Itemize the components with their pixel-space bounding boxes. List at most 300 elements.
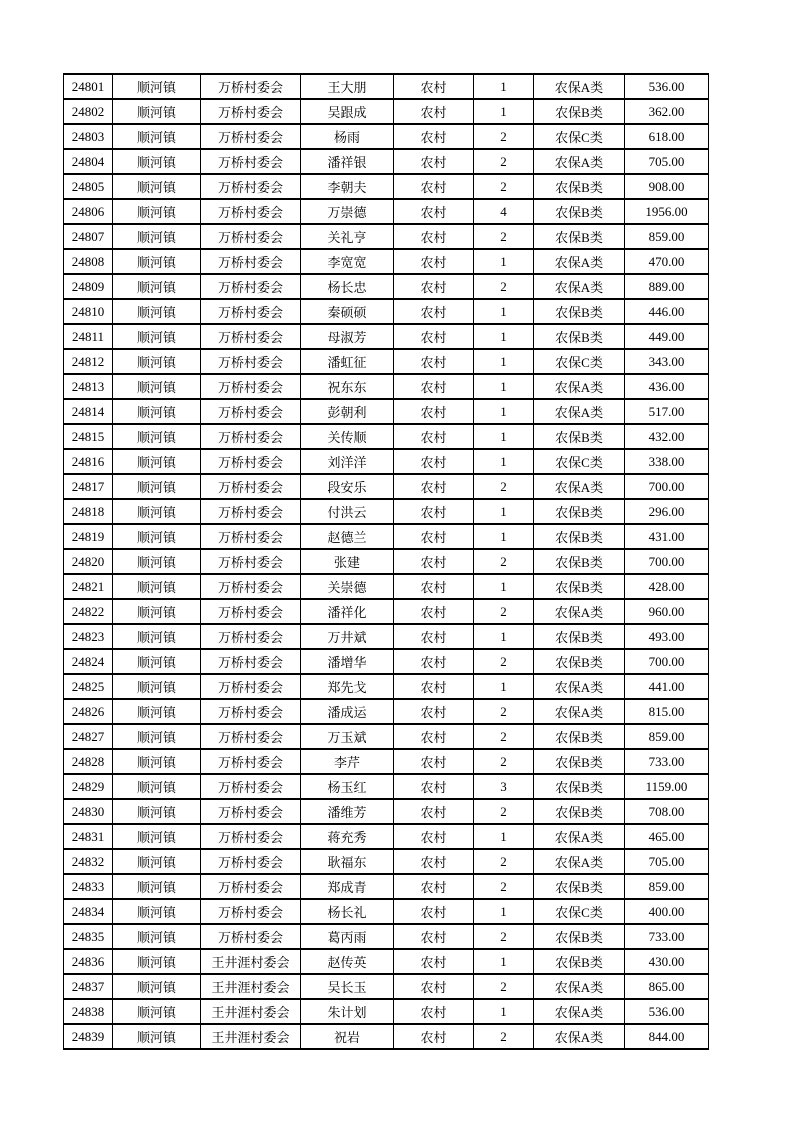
cell-residence-type: 农村: [394, 824, 474, 849]
cell-town: 顺河镇: [113, 699, 201, 724]
cell-person-name: 郑先戈: [301, 674, 394, 699]
cell-amount: 428.00: [625, 574, 709, 599]
cell-village-committee: 万桥村委会: [201, 74, 301, 99]
table-row: [64, 124, 709, 149]
cell-person-count: 2: [474, 849, 534, 874]
cell-town: 顺河镇: [113, 99, 201, 124]
cell-residence-type: 农村: [394, 999, 474, 1024]
table-row: [64, 199, 709, 224]
cell-serial: 24839: [64, 1024, 113, 1049]
cell-person-name: 刘洋洋: [301, 449, 394, 474]
cell-person-name: 李宽宽: [301, 249, 394, 274]
cell-town: 顺河镇: [113, 674, 201, 699]
cell-amount: 432.00: [625, 424, 709, 449]
cell-amount: 859.00: [625, 724, 709, 749]
cell-village-committee: 万桥村委会: [201, 449, 301, 474]
cell-village-committee: 万桥村委会: [201, 649, 301, 674]
cell-residence-type: 农村: [394, 224, 474, 249]
cell-person-count: 2: [474, 1024, 534, 1049]
cell-serial: 24834: [64, 899, 113, 924]
cell-village-committee: 万桥村委会: [201, 149, 301, 174]
cell-amount: 436.00: [625, 374, 709, 399]
table-row: [64, 799, 709, 824]
cell-insurance-category: 农保A类: [534, 249, 625, 274]
cell-town: 顺河镇: [113, 649, 201, 674]
cell-person-count: 2: [474, 224, 534, 249]
cell-residence-type: 农村: [394, 149, 474, 174]
cell-serial: 24813: [64, 374, 113, 399]
table-row: [64, 74, 709, 99]
cell-serial: 24824: [64, 649, 113, 674]
cell-town: 顺河镇: [113, 849, 201, 874]
cell-amount: 446.00: [625, 299, 709, 324]
cell-town: 顺河镇: [113, 549, 201, 574]
cell-serial: 24811: [64, 324, 113, 349]
cell-amount: 859.00: [625, 224, 709, 249]
cell-amount: 844.00: [625, 1024, 709, 1049]
cell-person-count: 2: [474, 149, 534, 174]
cell-insurance-category: 农保B类: [534, 924, 625, 949]
cell-village-committee: 万桥村委会: [201, 724, 301, 749]
table-row: [64, 974, 709, 999]
table-row: [64, 624, 709, 649]
cell-village-committee: 万桥村委会: [201, 624, 301, 649]
cell-town: 顺河镇: [113, 899, 201, 924]
cell-person-name: 杨玉红: [301, 774, 394, 799]
cell-town: 顺河镇: [113, 174, 201, 199]
cell-residence-type: 农村: [394, 924, 474, 949]
cell-village-committee: 万桥村委会: [201, 549, 301, 574]
cell-amount: 705.00: [625, 149, 709, 174]
cell-insurance-category: 农保A类: [534, 699, 625, 724]
cell-person-count: 1: [474, 824, 534, 849]
cell-residence-type: 农村: [394, 699, 474, 724]
cell-person-count: 1: [474, 949, 534, 974]
cell-town: 顺河镇: [113, 574, 201, 599]
table-row: [64, 749, 709, 774]
cell-person-count: 1: [474, 299, 534, 324]
cell-serial: 24821: [64, 574, 113, 599]
cell-person-name: 张建: [301, 549, 394, 574]
cell-person-count: 2: [474, 649, 534, 674]
cell-person-name: 李芹: [301, 749, 394, 774]
cell-serial: 24814: [64, 399, 113, 424]
cell-person-count: 1: [474, 499, 534, 524]
cell-person-name: 段安乐: [301, 474, 394, 499]
cell-person-name: 万崇德: [301, 199, 394, 224]
cell-residence-type: 农村: [394, 974, 474, 999]
cell-person-name: 吴跟成: [301, 99, 394, 124]
cell-town: 顺河镇: [113, 824, 201, 849]
cell-person-count: 4: [474, 199, 534, 224]
cell-person-name: 母淑芳: [301, 324, 394, 349]
cell-serial: 24833: [64, 874, 113, 899]
cell-amount: 449.00: [625, 324, 709, 349]
cell-person-name: 关礼亨: [301, 224, 394, 249]
cell-amount: 708.00: [625, 799, 709, 824]
cell-residence-type: 农村: [394, 199, 474, 224]
cell-amount: 296.00: [625, 499, 709, 524]
table-row: [64, 949, 709, 974]
cell-serial: 24828: [64, 749, 113, 774]
cell-village-committee: 万桥村委会: [201, 374, 301, 399]
cell-person-name: 潘祥银: [301, 149, 394, 174]
cell-residence-type: 农村: [394, 99, 474, 124]
cell-person-name: 杨雨: [301, 124, 394, 149]
cell-person-name: 耿福东: [301, 849, 394, 874]
cell-amount: 536.00: [625, 74, 709, 99]
cell-person-count: 3: [474, 774, 534, 799]
cell-person-name: 蒋充秀: [301, 824, 394, 849]
cell-town: 顺河镇: [113, 949, 201, 974]
cell-serial: 24825: [64, 674, 113, 699]
cell-town: 顺河镇: [113, 924, 201, 949]
table-row: [64, 599, 709, 624]
cell-person-count: 1: [474, 349, 534, 374]
cell-village-committee: 万桥村委会: [201, 474, 301, 499]
cell-person-count: 2: [474, 924, 534, 949]
table-row: [64, 474, 709, 499]
table-row: [64, 724, 709, 749]
cell-residence-type: 农村: [394, 174, 474, 199]
cell-person-name: 关崇德: [301, 574, 394, 599]
table-row: [64, 574, 709, 599]
cell-amount: 960.00: [625, 599, 709, 624]
cell-insurance-category: 农保B类: [534, 624, 625, 649]
cell-town: 顺河镇: [113, 149, 201, 174]
cell-person-name: 秦硕硕: [301, 299, 394, 324]
cell-village-committee: 万桥村委会: [201, 924, 301, 949]
cell-person-count: 2: [474, 124, 534, 149]
cell-insurance-category: 农保C类: [534, 449, 625, 474]
cell-person-count: 1: [474, 999, 534, 1024]
cell-insurance-category: 农保B类: [534, 199, 625, 224]
cell-town: 顺河镇: [113, 774, 201, 799]
cell-insurance-category: 农保A类: [534, 374, 625, 399]
cell-person-name: 潘增华: [301, 649, 394, 674]
cell-serial: 24812: [64, 349, 113, 374]
cell-person-count: 1: [474, 399, 534, 424]
cell-insurance-category: 农保B类: [534, 574, 625, 599]
cell-residence-type: 农村: [394, 299, 474, 324]
cell-residence-type: 农村: [394, 399, 474, 424]
table-row: [64, 274, 709, 299]
cell-amount: 362.00: [625, 99, 709, 124]
cell-person-name: 朱计划: [301, 999, 394, 1024]
cell-amount: 733.00: [625, 749, 709, 774]
cell-person-name: 祝东东: [301, 374, 394, 399]
cell-insurance-category: 农保A类: [534, 674, 625, 699]
cell-amount: 470.00: [625, 249, 709, 274]
cell-residence-type: 农村: [394, 749, 474, 774]
table-row: [64, 399, 709, 424]
cell-serial: 24827: [64, 724, 113, 749]
cell-serial: 24837: [64, 974, 113, 999]
cell-town: 顺河镇: [113, 324, 201, 349]
cell-person-name: 杨长礼: [301, 899, 394, 924]
cell-village-committee: 万桥村委会: [201, 274, 301, 299]
cell-person-name: 赵传英: [301, 949, 394, 974]
cell-person-count: 1: [474, 449, 534, 474]
cell-insurance-category: 农保B类: [534, 799, 625, 824]
table-row: [64, 824, 709, 849]
cell-person-name: 潘祥化: [301, 599, 394, 624]
cell-person-name: 潘成运: [301, 699, 394, 724]
cell-insurance-category: 农保B类: [534, 874, 625, 899]
cell-serial: 24810: [64, 299, 113, 324]
cell-village-committee: 万桥村委会: [201, 699, 301, 724]
cell-person-name: 杨长忠: [301, 274, 394, 299]
cell-person-count: 1: [474, 74, 534, 99]
cell-insurance-category: 农保A类: [534, 149, 625, 174]
cell-serial: 24836: [64, 949, 113, 974]
cell-village-committee: 万桥村委会: [201, 824, 301, 849]
cell-amount: 1956.00: [625, 199, 709, 224]
cell-serial: 24819: [64, 524, 113, 549]
table-row: [64, 649, 709, 674]
cell-serial: 24829: [64, 774, 113, 799]
cell-insurance-category: 农保B类: [534, 324, 625, 349]
cell-town: 顺河镇: [113, 299, 201, 324]
cell-town: 顺河镇: [113, 374, 201, 399]
cell-village-committee: 万桥村委会: [201, 499, 301, 524]
cell-insurance-category: 农保A类: [534, 274, 625, 299]
cell-person-name: 祝岩: [301, 1024, 394, 1049]
cell-serial: 24826: [64, 699, 113, 724]
cell-residence-type: 农村: [394, 474, 474, 499]
cell-insurance-category: 农保A类: [534, 1024, 625, 1049]
cell-village-committee: 万桥村委会: [201, 424, 301, 449]
table-row: [64, 924, 709, 949]
cell-town: 顺河镇: [113, 499, 201, 524]
cell-insurance-category: 农保B类: [534, 549, 625, 574]
cell-amount: 1159.00: [625, 774, 709, 799]
table-row: [64, 499, 709, 524]
cell-residence-type: 农村: [394, 524, 474, 549]
cell-town: 顺河镇: [113, 249, 201, 274]
cell-person-count: 2: [474, 174, 534, 199]
cell-amount: 536.00: [625, 999, 709, 1024]
cell-serial: 24803: [64, 124, 113, 149]
cell-village-committee: 万桥村委会: [201, 874, 301, 899]
cell-residence-type: 农村: [394, 124, 474, 149]
table-row: [64, 849, 709, 874]
cell-residence-type: 农村: [394, 574, 474, 599]
table-row: [64, 999, 709, 1024]
table-row: [64, 99, 709, 124]
cell-village-committee: 万桥村委会: [201, 399, 301, 424]
cell-amount: 400.00: [625, 899, 709, 924]
cell-person-count: 2: [474, 724, 534, 749]
cell-town: 顺河镇: [113, 349, 201, 374]
cell-serial: 24801: [64, 74, 113, 99]
cell-town: 顺河镇: [113, 599, 201, 624]
cell-town: 顺河镇: [113, 749, 201, 774]
cell-residence-type: 农村: [394, 599, 474, 624]
cell-residence-type: 农村: [394, 624, 474, 649]
table-row: [64, 299, 709, 324]
cell-town: 顺河镇: [113, 274, 201, 299]
cell-amount: 343.00: [625, 349, 709, 374]
cell-residence-type: 农村: [394, 249, 474, 274]
cell-town: 顺河镇: [113, 724, 201, 749]
cell-village-committee: 万桥村委会: [201, 674, 301, 699]
cell-person-name: 付洪云: [301, 499, 394, 524]
cell-person-name: 潘虹征: [301, 349, 394, 374]
cell-insurance-category: 农保A类: [534, 849, 625, 874]
cell-insurance-category: 农保A类: [534, 74, 625, 99]
cell-amount: 700.00: [625, 549, 709, 574]
cell-amount: 517.00: [625, 399, 709, 424]
cell-residence-type: 农村: [394, 724, 474, 749]
cell-serial: 24831: [64, 824, 113, 849]
cell-village-committee: 万桥村委会: [201, 524, 301, 549]
cell-town: 顺河镇: [113, 224, 201, 249]
cell-residence-type: 农村: [394, 274, 474, 299]
cell-serial: 24835: [64, 924, 113, 949]
cell-insurance-category: 农保B类: [534, 524, 625, 549]
cell-village-committee: 万桥村委会: [201, 799, 301, 824]
table-row: [64, 324, 709, 349]
cell-residence-type: 农村: [394, 324, 474, 349]
cell-person-count: 2: [474, 974, 534, 999]
cell-insurance-category: 农保A类: [534, 824, 625, 849]
cell-village-committee: 万桥村委会: [201, 99, 301, 124]
cell-village-committee: 万桥村委会: [201, 749, 301, 774]
table-body: [64, 74, 709, 1049]
cell-insurance-category: 农保B类: [534, 499, 625, 524]
table-row: [64, 699, 709, 724]
cell-person-name: 王大朋: [301, 74, 394, 99]
cell-village-committee: 万桥村委会: [201, 199, 301, 224]
cell-insurance-category: 农保B类: [534, 99, 625, 124]
cell-insurance-category: 农保B类: [534, 724, 625, 749]
cell-village-committee: 万桥村委会: [201, 899, 301, 924]
cell-amount: 338.00: [625, 449, 709, 474]
table-row: [64, 899, 709, 924]
cell-amount: 865.00: [625, 974, 709, 999]
table-row: [64, 774, 709, 799]
table-row: [64, 524, 709, 549]
cell-serial: 24802: [64, 99, 113, 124]
cell-residence-type: 农村: [394, 549, 474, 574]
cell-insurance-category: 农保B类: [534, 174, 625, 199]
cell-village-committee: 万桥村委会: [201, 599, 301, 624]
cell-person-count: 1: [474, 99, 534, 124]
cell-residence-type: 农村: [394, 1024, 474, 1049]
cell-person-count: 1: [474, 899, 534, 924]
cell-insurance-category: 农保B类: [534, 424, 625, 449]
cell-town: 顺河镇: [113, 524, 201, 549]
cell-person-count: 1: [474, 249, 534, 274]
cell-insurance-category: 农保B类: [534, 749, 625, 774]
cell-town: 顺河镇: [113, 124, 201, 149]
table-row: [64, 549, 709, 574]
cell-person-count: 1: [474, 374, 534, 399]
cell-amount: 859.00: [625, 874, 709, 899]
cell-serial: 24820: [64, 549, 113, 574]
table-row: [64, 149, 709, 174]
cell-person-name: 万玉斌: [301, 724, 394, 749]
cell-person-name: 李朝夫: [301, 174, 394, 199]
cell-person-count: 1: [474, 424, 534, 449]
cell-person-name: 关传顺: [301, 424, 394, 449]
table-row: [64, 249, 709, 274]
cell-town: 顺河镇: [113, 199, 201, 224]
cell-amount: 618.00: [625, 124, 709, 149]
table-row: [64, 374, 709, 399]
cell-serial: 24809: [64, 274, 113, 299]
cell-town: 顺河镇: [113, 424, 201, 449]
cell-residence-type: 农村: [394, 674, 474, 699]
cell-town: 顺河镇: [113, 399, 201, 424]
cell-amount: 705.00: [625, 849, 709, 874]
cell-village-committee: 万桥村委会: [201, 299, 301, 324]
cell-person-count: 1: [474, 524, 534, 549]
cell-town: 顺河镇: [113, 1024, 201, 1049]
cell-residence-type: 农村: [394, 774, 474, 799]
cell-residence-type: 农村: [394, 374, 474, 399]
cell-person-count: 2: [474, 549, 534, 574]
cell-serial: 24804: [64, 149, 113, 174]
cell-serial: 24830: [64, 799, 113, 824]
cell-person-count: 1: [474, 574, 534, 599]
cell-serial: 24822: [64, 599, 113, 624]
cell-person-name: 彭朝利: [301, 399, 394, 424]
cell-person-count: 1: [474, 674, 534, 699]
cell-person-count: 2: [474, 799, 534, 824]
cell-person-count: 2: [474, 274, 534, 299]
cell-village-committee: 万桥村委会: [201, 774, 301, 799]
cell-person-count: 2: [474, 749, 534, 774]
cell-serial: 24817: [64, 474, 113, 499]
table-row: [64, 224, 709, 249]
cell-village-committee: 万桥村委会: [201, 349, 301, 374]
cell-residence-type: 农村: [394, 349, 474, 374]
cell-amount: 441.00: [625, 674, 709, 699]
cell-serial: 24807: [64, 224, 113, 249]
cell-serial: 24832: [64, 849, 113, 874]
cell-person-count: 1: [474, 624, 534, 649]
cell-town: 顺河镇: [113, 74, 201, 99]
table-row: [64, 449, 709, 474]
cell-village-committee: 万桥村委会: [201, 324, 301, 349]
cell-serial: 24818: [64, 499, 113, 524]
cell-residence-type: 农村: [394, 874, 474, 899]
cell-serial: 24816: [64, 449, 113, 474]
cell-residence-type: 农村: [394, 949, 474, 974]
cell-serial: 24806: [64, 199, 113, 224]
table-row: [64, 424, 709, 449]
cell-village-committee: 王井涯村委会: [201, 974, 301, 999]
cell-village-committee: 王井涯村委会: [201, 949, 301, 974]
table-row: [64, 1024, 709, 1049]
cell-serial: 24808: [64, 249, 113, 274]
cell-amount: 465.00: [625, 824, 709, 849]
cell-town: 顺河镇: [113, 624, 201, 649]
cell-serial: 24815: [64, 424, 113, 449]
table-row: [64, 174, 709, 199]
cell-insurance-category: 农保A类: [534, 599, 625, 624]
cell-insurance-category: 农保B类: [534, 774, 625, 799]
cell-insurance-category: 农保C类: [534, 349, 625, 374]
cell-person-name: 郑成青: [301, 874, 394, 899]
cell-amount: 733.00: [625, 924, 709, 949]
cell-person-name: 潘维芳: [301, 799, 394, 824]
cell-village-committee: 万桥村委会: [201, 124, 301, 149]
cell-person-name: 赵德兰: [301, 524, 394, 549]
cell-amount: 815.00: [625, 699, 709, 724]
